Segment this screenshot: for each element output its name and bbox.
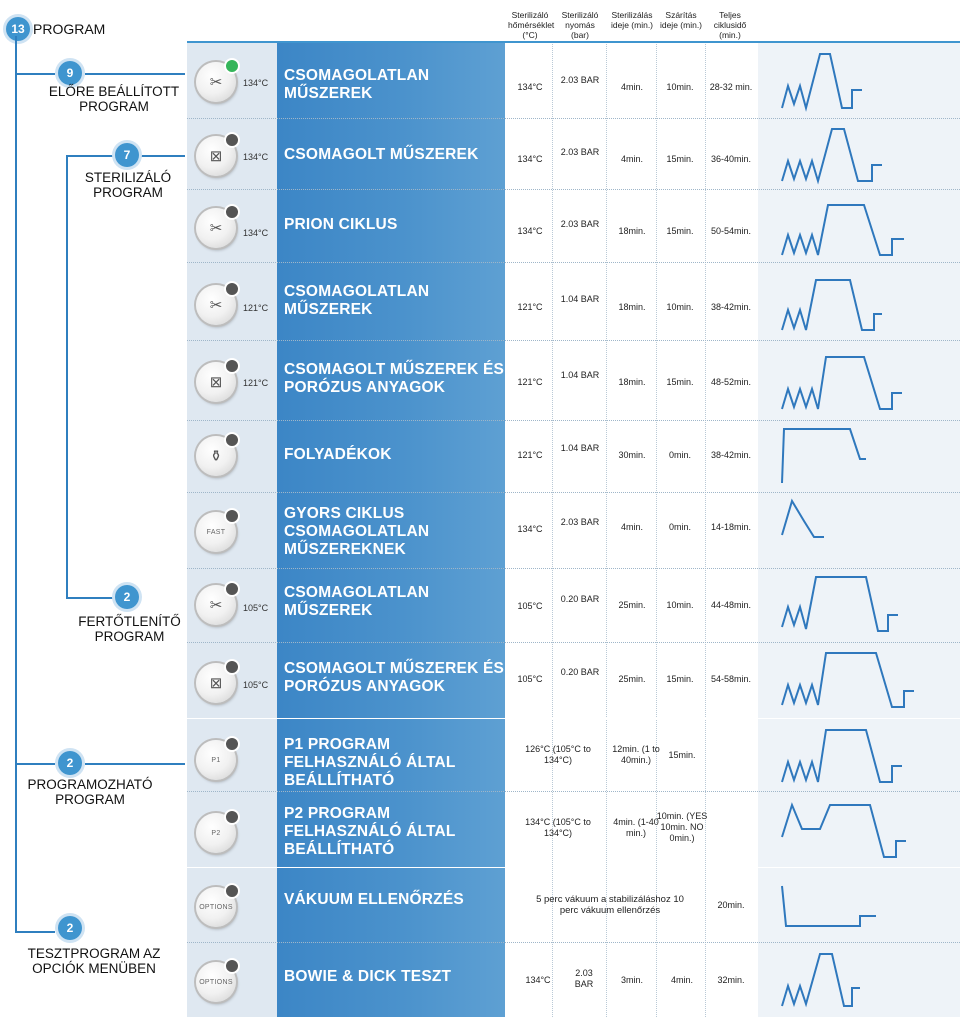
sterilization-time: 25min. [618,600,646,610]
sterilization-time: 30min. [618,450,646,460]
options-icon[interactable] [196,962,236,1002]
tree-branch [85,73,185,75]
column-header-sterilization-time: Sterilizálás ideje (min.) [610,10,654,30]
p1-icon[interactable] [196,740,236,780]
wrapped-instrument-icon[interactable]: ⊠ [196,136,236,176]
pressure-value: 0.20 BAR [560,667,600,677]
temperature-value: 134°C [517,524,543,534]
total-cycle-time: 28-32 min. [709,82,753,92]
pressure-value: 2.03 BAR [560,75,600,85]
total-cycle-time: 48-52min. [710,377,752,387]
page-title: PROGRAM [33,21,106,37]
sterilization-time: 4min. [620,154,643,164]
header-rule [187,41,960,43]
drying-time: 10min. [666,600,694,610]
cycle-graph [780,946,940,1014]
icon-temperature: 134°C [243,228,269,238]
temperature-value: 105°C [517,601,543,611]
prion-icon[interactable]: ✂ [196,208,236,248]
total-cycle-time: 54-58min. [710,674,752,684]
drying-time: 10min. [666,302,694,312]
scissors-icon[interactable]: ✂ [196,285,236,325]
drying-time: 15min. [668,750,696,760]
sterilization-time: 4min. [620,522,643,532]
cycle-graph [780,722,940,790]
pressure-value: 1.04 BAR [560,443,600,453]
program-name: P2 PROGRAM FELHASZNÁLÓ ÁLTAL BEÁLLÍTHATÓ [284,805,456,858]
program-name: CSOMAGOLT MŰSZEREK ÉS PORÓZUS ANYAGOK [284,361,505,396]
scissors-icon[interactable]: ✂ [196,62,236,102]
drying-time: 4min. [670,975,693,985]
icon-temperature: 105°C [243,680,269,690]
fast-icon-label: FAST [206,528,226,536]
cycle-graph [780,345,940,417]
group-label: PROGRAMOZHATÓ PROGRAM [27,777,153,807]
vacuum-test-description: 5 perc vákuum a stabilizáláshoz 10 perc vákuum ellenőrzés [536,894,684,916]
tree-branch [15,763,55,765]
sterilization-time-range: 4min. (1-40 min.) [613,817,659,838]
temperature-value: 121°C [517,450,543,460]
wrapped-porous-icon[interactable]: ⊠ [196,663,236,703]
group-badge: 2 [58,916,82,940]
total-cycle-time: 38-42min. [710,302,752,312]
drying-time: 0min. [668,450,691,460]
scissors-icon[interactable]: ✂ [196,585,236,625]
program-name: FOLYADÉKOK [284,446,392,463]
p2-icon[interactable] [196,813,236,853]
cycle-graph [780,46,940,116]
temperature-value: 121°C [517,302,543,312]
tree-branch [140,155,185,157]
cycle-graph [780,121,940,189]
program-name: VÁKUUM ELLENŐRZÉS [284,891,464,908]
program-name: PRION CIKLUS [284,216,398,233]
drying-time: 15min. [666,154,694,164]
temperature-value: 134°C [517,82,543,92]
group-label: TESZTPROGRAM AZ OPCIÓK MENÜBEN [27,946,161,976]
sterilization-time: 4min. [620,82,643,92]
total-cycle-time: 50-54min. [710,226,752,236]
options-icon-label: OPTIONS [199,978,233,986]
program-name: CSOMAGOLATLAN MŰSZEREK [284,283,430,318]
column-header-total-cycle: Teljes ciklusidő (min.) [713,10,747,40]
cycle-graph [780,423,940,489]
sterilization-time-range: 12min. (1 to 40min.) [612,744,660,765]
column-header-drying-time: Szárítás ideje (min.) [659,10,703,30]
group-label: FERTŐTLENÍTŐ PROGRAM [78,614,181,644]
total-cycle-time: 20min. [717,900,745,910]
p2-icon-label: P2 [211,829,221,837]
program-name: CSOMAGOLATLAN MŰSZEREK [284,584,430,619]
program-name: CSOMAGOLT MŰSZEREK ÉS PORÓZUS ANYAGOK [284,660,505,695]
group-badge: 2 [58,751,82,775]
tree-branch [15,931,55,933]
sterilization-time: 25min. [618,674,646,684]
icon-temperature: 121°C [243,303,269,313]
total-cycle-time: 32min. [717,975,745,985]
temperature-range: 134°C (105°C to 134°C) [525,817,591,838]
pressure-value: 0.20 BAR [560,594,600,604]
program-name: P1 PROGRAM FELHASZNÁLÓ ÁLTAL BEÁLLÍTHATÓ [284,736,456,789]
drying-time: 15min. [666,674,694,684]
liquid-bottle-icon[interactable]: ⚱ [196,436,236,476]
pressure-value: 2.03 BAR [560,147,600,157]
icon-temperature: 105°C [243,603,269,613]
temperature-value: 134°C [525,975,551,985]
pressure-value: 2.03 BAR [560,517,600,527]
sterilization-time: 18min. [618,226,646,236]
icon-temperature: 134°C [243,152,269,162]
temperature-value: 134°C [517,226,543,236]
group-label: STERILIZÁLÓ PROGRAM [84,170,172,200]
p1-icon-label: P1 [211,756,221,764]
pressure-value: 1.04 BAR [560,370,600,380]
tree-branch [85,763,185,765]
sterilization-time: 3min. [620,975,643,985]
tree-branch [66,597,114,599]
group-label: ELŐRE BEÁLLÍTOTT PROGRAM [48,84,180,114]
drying-time: 15min. [666,377,694,387]
pressure-value: 1.04 BAR [560,294,600,304]
drying-time: 15min. [666,226,694,236]
column-header-temperature: Sterilizáló hőmérséklet (°C) [508,10,555,40]
total-cycle-time: 44-48min. [710,600,752,610]
icon-temperature: 121°C [243,378,269,388]
icon-temperature: 134°C [243,78,269,88]
group-badge: 9 [58,61,82,85]
fast-icon[interactable] [196,512,236,552]
cycle-graph [780,795,940,865]
tree-branch [66,155,114,157]
cycle-graph [780,193,940,261]
cycle-graph [780,571,940,639]
program-name: CSOMAGOLT MŰSZEREK [284,146,479,163]
cycle-graph [780,872,940,938]
total-cycle-time: 38-42min. [710,450,752,460]
total-cycle-time: 36-40min. [710,154,752,164]
options-icon-label: OPTIONS [199,903,233,911]
drying-time-option: 10min. (YES 10min. NO 0min.) [656,811,708,843]
program-count-badge: 13 [6,17,30,41]
program-name: CSOMAGOLATLAN MŰSZEREK [284,67,430,102]
group-badge: 7 [115,143,139,167]
pressure-value: 2.03 BAR [560,219,600,229]
temperature-value: 134°C [517,154,543,164]
tree-sub-trunk [66,155,68,597]
sterilization-time: 18min. [618,302,646,312]
sterilization-time: 18min. [618,377,646,387]
cycle-graph [780,266,940,338]
column-header-pressure: Sterilizáló nyomás (bar) [561,10,599,40]
temperature-range: 126°C (105°C to 134°C) [525,744,591,765]
cycle-graph [780,495,940,565]
pressure-value: 2.03 BAR [574,968,594,989]
group-badge: 2 [115,585,139,609]
program-name: GYORS CIKLUS CSOMAGOLATLAN MŰSZEREKNEK [284,505,430,558]
tree-trunk [15,36,17,931]
drying-time: 0min. [668,522,691,532]
temperature-value: 105°C [517,674,543,684]
wrapped-porous-icon[interactable]: ⊠ [196,362,236,402]
drying-time: 10min. [666,82,694,92]
options-icon[interactable] [196,887,236,927]
tree-branch [15,73,55,75]
cycle-graph [780,645,940,715]
temperature-value: 121°C [517,377,543,387]
total-cycle-time: 14-18min. [710,522,752,532]
program-name: BOWIE & DICK TESZT [284,968,452,985]
